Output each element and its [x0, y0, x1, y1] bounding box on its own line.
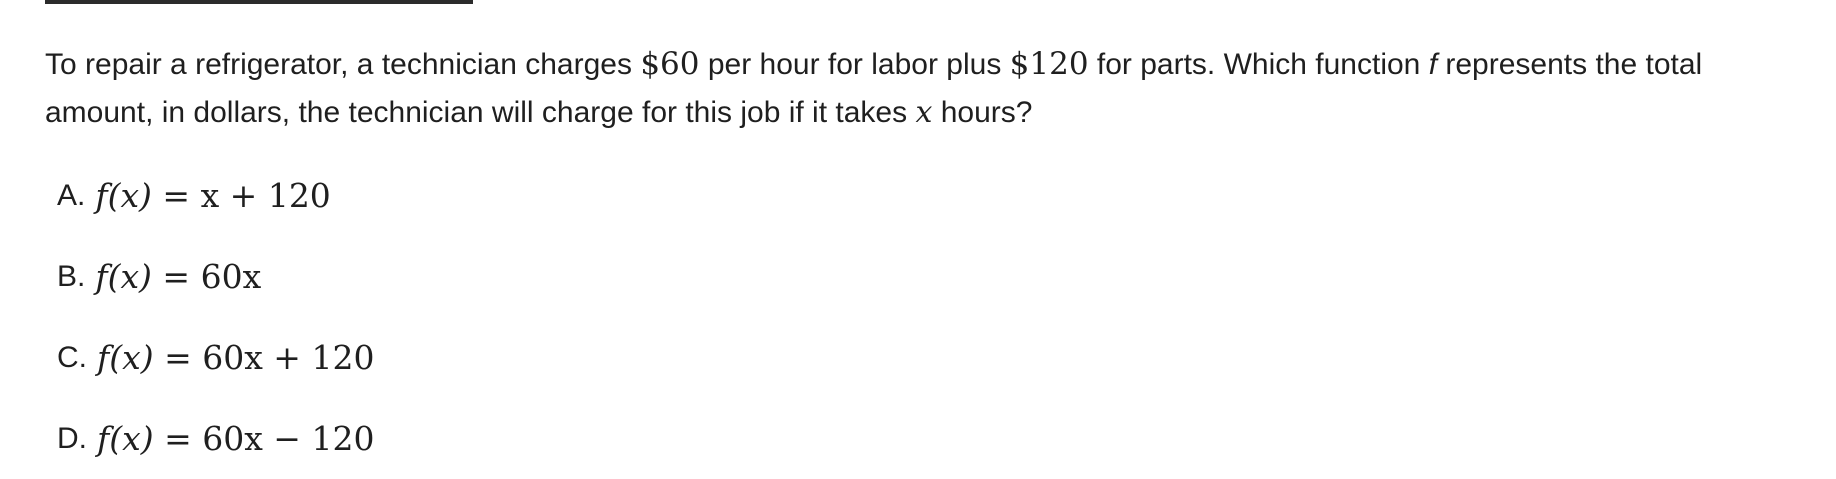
option-a-rhs: x + 120: [200, 176, 331, 215]
option-c-letter: C.: [57, 340, 87, 374]
question-part-2: per hour for labor plus: [699, 48, 1010, 81]
option-a-equals: =: [151, 176, 201, 215]
option-a-expression: [95, 176, 330, 215]
option-b-lhs: f(x): [95, 257, 152, 296]
option-c-lhs: f(x): [97, 338, 154, 377]
function-name: f: [1428, 48, 1438, 81]
option-b-equals: =: [151, 257, 201, 296]
question-part-5: hours?: [932, 96, 1033, 129]
question-part-1: To repair a refrigerator, a technician charges: [45, 48, 641, 81]
option-d-expression: [97, 419, 374, 458]
option-b-rhs: 60x: [200, 257, 262, 296]
option-c-expression: [97, 338, 374, 377]
option-b-expression: [95, 257, 261, 296]
parts-cost: $120: [1009, 46, 1089, 82]
answer-options: [57, 155, 374, 479]
top-divider: [45, 0, 473, 4]
variable-name: x: [915, 95, 933, 130]
option-d-letter: D.: [57, 421, 87, 455]
question-text: [45, 40, 1815, 137]
option-a[interactable]: [57, 155, 374, 236]
question-part-4: represents the total amount, in dollars, the technician will charge for this job if it takes: [45, 48, 1703, 129]
option-d-equals: =: [153, 419, 203, 458]
question-part-3: for parts. Which function: [1088, 48, 1429, 81]
option-a-lhs: f(x): [95, 176, 152, 215]
option-c[interactable]: [57, 317, 374, 398]
option-c-equals: =: [153, 338, 203, 377]
option-d-rhs: 60x − 120: [202, 419, 375, 458]
option-d-lhs: f(x): [97, 419, 154, 458]
option-c-rhs: 60x + 120: [202, 338, 375, 377]
labor-rate: $60: [640, 46, 700, 82]
option-a-letter: A.: [57, 178, 86, 212]
option-b[interactable]: [57, 236, 374, 317]
option-d[interactable]: [57, 398, 374, 479]
option-b-letter: B.: [57, 259, 86, 293]
